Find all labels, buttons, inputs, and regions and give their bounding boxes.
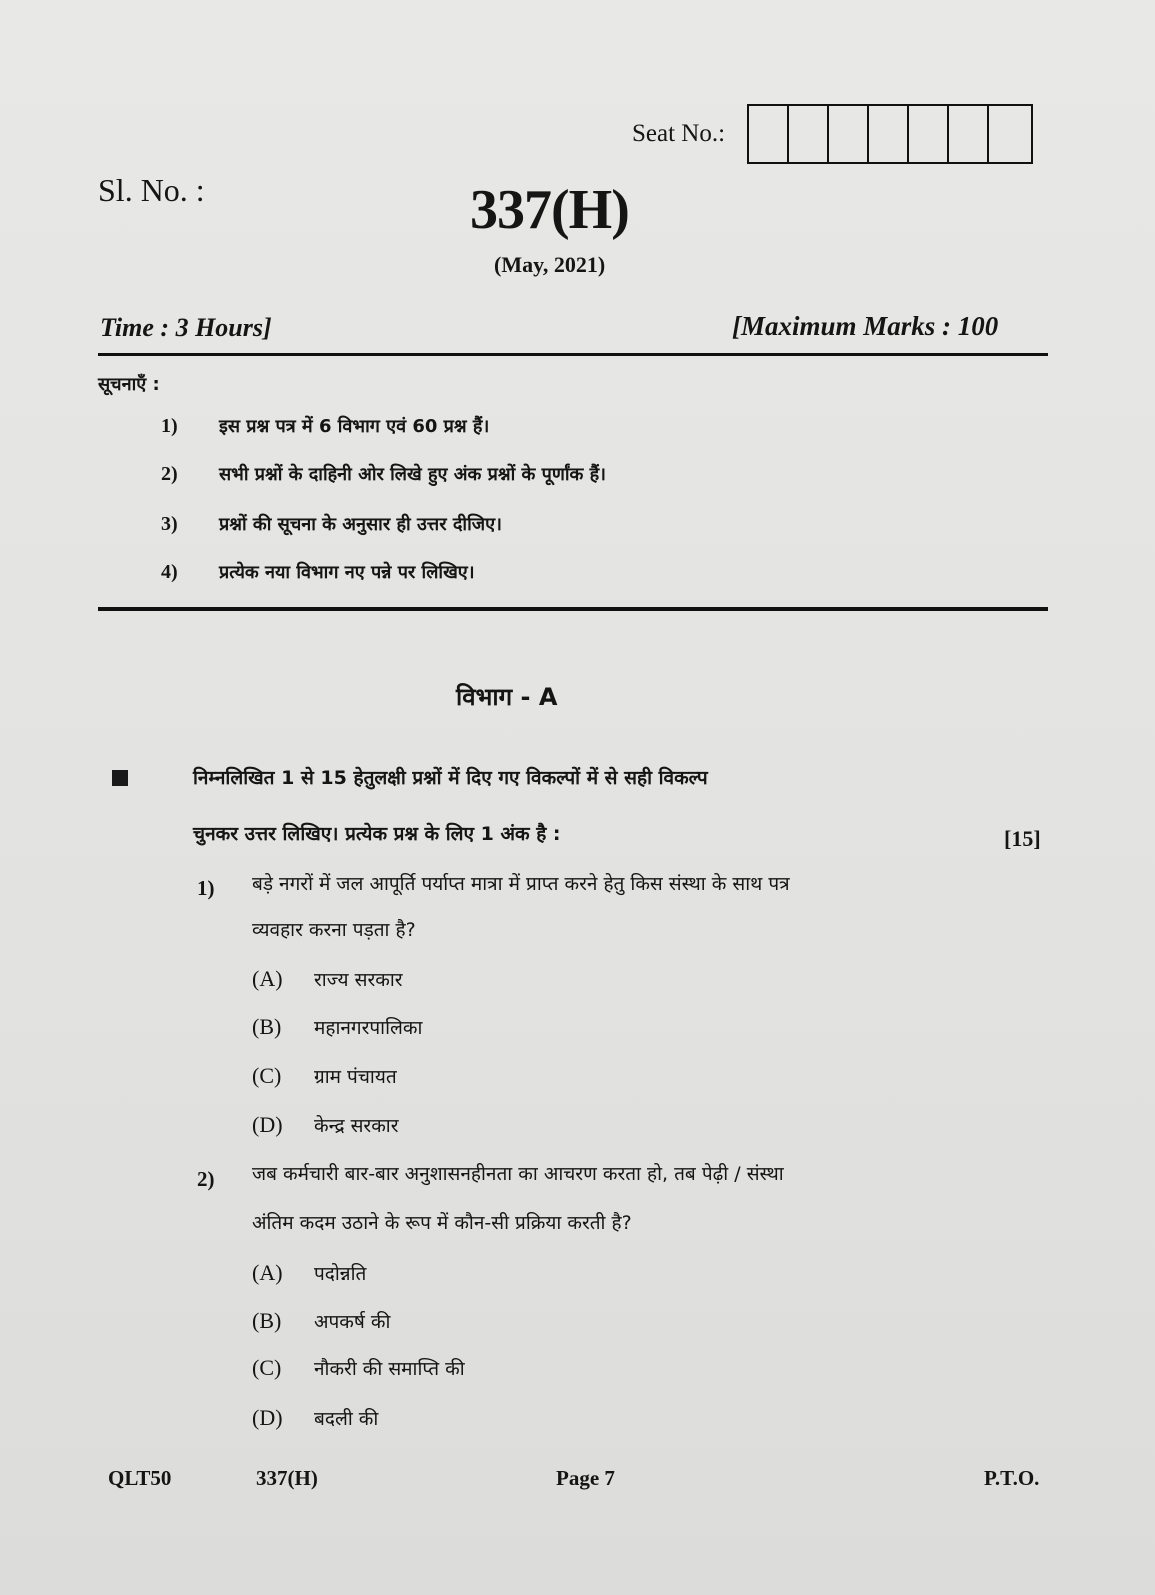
section-instruction-line: निम्नलिखित 1 से 15 हेतुलक्षी प्रश्नों में दिए गए विकल्पों में से सही विकल्प: [193, 767, 708, 789]
serial-number-label: Sl. No. :: [98, 172, 205, 208]
instruction-number: 1): [161, 415, 178, 437]
footer-paper-code: 337(H): [256, 1466, 318, 1490]
option-text: केन्द्र सरकार: [314, 1115, 399, 1137]
instruction-item: [161, 414, 489, 438]
option-label: (C): [252, 1355, 282, 1380]
header-divider: [98, 353, 1048, 356]
seat-number-boxes: [747, 104, 1033, 164]
option-text: राज्य सरकार: [314, 969, 403, 991]
option-text: महानगरपालिका: [314, 1017, 423, 1039]
answer-option: [252, 1063, 397, 1089]
question-number: 1): [197, 876, 215, 900]
option-label: (D): [252, 1112, 283, 1137]
instructions-divider: [98, 607, 1048, 611]
paper-code: 337(H): [470, 179, 629, 241]
seat-digit-box: [869, 106, 909, 162]
question-text: अंतिम कदम उठाने के रूप में कौन-सी प्रक्रिया करती है?: [252, 1212, 632, 1234]
exam-date: (May, 2021): [494, 252, 606, 277]
instruction-text: प्रत्येक नया विभाग नए पन्ने पर लिखिए।: [219, 562, 475, 583]
answer-option: [252, 1308, 390, 1334]
answer-option: [252, 1260, 366, 1286]
instruction-text: प्रश्नों की सूचना के अनुसार ही उत्तर दीजिए।: [219, 514, 502, 535]
instruction-item: [161, 512, 502, 536]
section-instruction-line: चुनकर उत्तर लिखिए। प्रत्येक प्रश्न के लिए 1 अंक है :: [193, 823, 561, 845]
seat-digit-box: [909, 106, 949, 162]
option-label: (B): [252, 1308, 282, 1333]
instructions-title: सूचनाएँ :: [98, 374, 160, 395]
section-marks: [15]: [1004, 826, 1041, 851]
option-label: (A): [252, 1260, 283, 1285]
instruction-text: सभी प्रश्नों के दाहिनी ओर लिखे हुए अंक प्रश्नों के पूर्णांक हैं।: [219, 464, 606, 485]
seat-digit-box: [749, 106, 789, 162]
option-label: (B): [252, 1014, 282, 1039]
instruction-number: 3): [161, 513, 178, 535]
instruction-text: इस प्रश्न पत्र में 6 विभाग एवं 60 प्रश्न हैं।: [219, 416, 490, 437]
option-label: (C): [252, 1063, 282, 1088]
option-text: बदली की: [314, 1408, 379, 1430]
maximum-marks: [Maximum Marks : 100: [732, 311, 999, 341]
seat-digit-box: [829, 106, 869, 162]
option-label: (D): [252, 1405, 283, 1430]
instruction-item: [161, 462, 606, 486]
question-number: 2): [197, 1167, 215, 1191]
answer-option: [252, 1112, 399, 1138]
seat-digit-box: [989, 106, 1031, 162]
question-text: जब कर्मचारी बार-बार अनुशासनहीनता का आचरण करता हो, तब पेढ़ी / संस्था: [252, 1163, 784, 1185]
seat-digit-box: [949, 106, 989, 162]
section-title: विभाग - A: [456, 683, 558, 711]
option-text: पदोन्नति: [314, 1263, 367, 1285]
page-number: Page 7: [556, 1466, 615, 1490]
footer-code: QLT50: [108, 1466, 172, 1490]
instruction-item: [161, 560, 475, 584]
seat-number-label: Seat No.:: [632, 120, 726, 147]
answer-option: [252, 1355, 465, 1381]
instruction-number: 2): [161, 463, 178, 485]
answer-option: [252, 1405, 378, 1431]
option-text: नौकरी की समाप्ति की: [314, 1358, 465, 1380]
answer-option: [252, 966, 403, 992]
question-text: बड़े नगरों में जल आपूर्ति पर्याप्त मात्रा में प्राप्त करने हेतु किस संस्था के साथ पत्र: [252, 873, 790, 895]
answer-option: [252, 1014, 422, 1040]
instruction-number: 4): [161, 561, 178, 583]
option-text: अपकर्ष की: [314, 1311, 391, 1333]
please-turn-over: P.T.O.: [984, 1466, 1040, 1490]
option-text: ग्राम पंचायत: [314, 1066, 397, 1088]
seat-digit-box: [789, 106, 829, 162]
question-text: व्यवहार करना पड़ता है?: [252, 919, 416, 941]
exam-duration: Time : 3 Hours]: [100, 313, 272, 342]
option-label: (A): [252, 966, 283, 991]
square-bullet-icon: [112, 770, 128, 786]
